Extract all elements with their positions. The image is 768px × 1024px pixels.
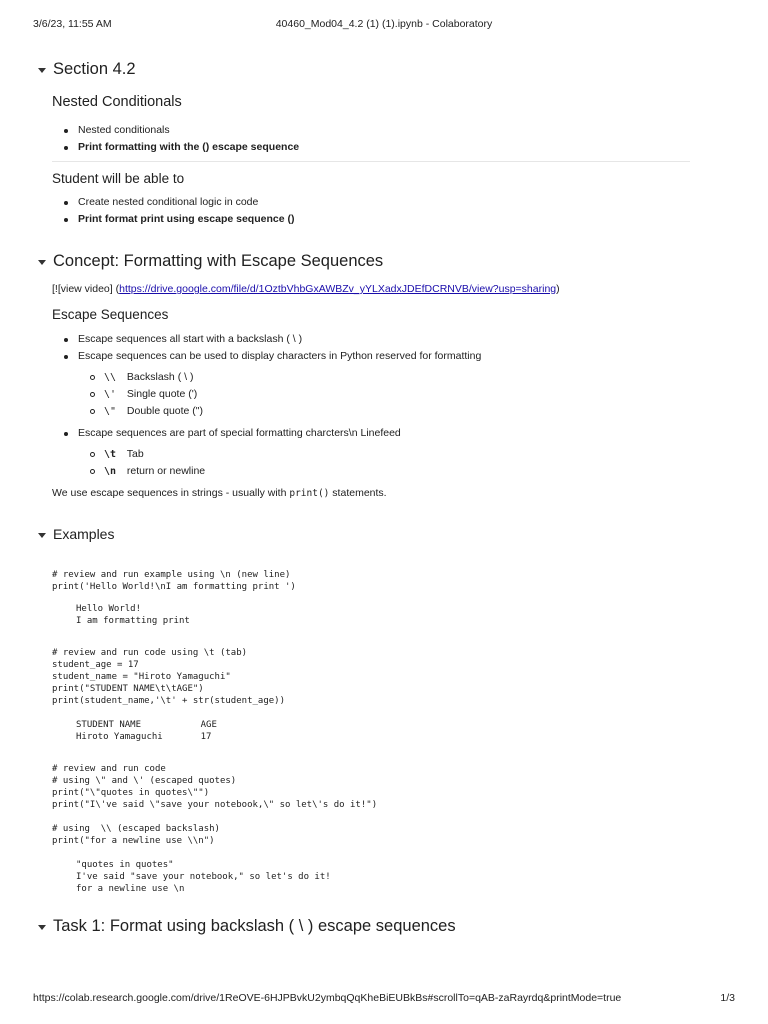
print-footer: [33, 992, 735, 1006]
list-item: Print formatting with the () escape sequence: [52, 139, 299, 156]
task1-section-header[interactable]: [38, 917, 456, 936]
reserved-chars-list: [52, 369, 203, 420]
usage-line: [52, 487, 387, 499]
escape-desc: Double quote ("): [126, 405, 204, 417]
cell-output-3: "quotes in quotes" I've said "save your notebook," so let's do it! for a newline use \n: [76, 860, 331, 894]
print-date: 3/6/23, 11:55 AM: [33, 18, 112, 30]
formatting-chars-list: [52, 446, 205, 480]
code-cell-3[interactable]: # review and run code # using \" and \' (escaped quotes) print("\"quotes in quotes\"") print("I\'ve said \"save your notebook,\" so let\'s do it!") # using \\ (escaped backslash) print("for a newline use \\n"): [52, 764, 378, 846]
formatting-bullet: [52, 425, 401, 442]
collapse-caret-icon[interactable]: [38, 260, 46, 265]
escape-desc: Single quote ('): [126, 388, 198, 400]
section-title: Section 4.2: [53, 60, 136, 78]
cell-output-2: STUDENT NAME AGE Hiroto Yamaguchi 17: [76, 720, 217, 742]
list-item: Escape sequences are part of special formatting charcters\n Linefeed: [52, 425, 401, 442]
divider: [52, 161, 690, 162]
code-cell-1[interactable]: # review and run example using \n (new line) print('Hello World!\nI am formatting print '): [52, 570, 296, 592]
escape-desc: Backslash ( \ ): [126, 371, 194, 383]
list-item: Nested conditionals: [52, 122, 299, 139]
section-title: Concept: Formatting with Escape Sequences: [53, 252, 384, 270]
usage-text: statements.: [329, 487, 387, 499]
collapse-caret-icon[interactable]: [38, 68, 46, 73]
list-item: Escape sequences can be used to display characters in Python reserved for formatting: [52, 348, 481, 365]
print-header: [33, 18, 735, 32]
section-title: Examples: [53, 526, 115, 542]
list-item: Print format print using escape sequence (): [52, 211, 294, 228]
topics-list: [52, 122, 299, 156]
print-title: 40460_Mod04_4.2 (1) (1).ipynb - Colaboratory: [275, 18, 493, 30]
concept-section-header[interactable]: [38, 252, 383, 271]
video-link[interactable]: https://drive.google.com/file/d/1OztbVhbGxAWBZv_yYLXadxJDEfDCRNVB/view?usp=sharing: [119, 283, 557, 295]
list-item: Escape sequences all start with a backslash ( \ ): [52, 331, 481, 348]
inline-code: print(): [289, 488, 330, 499]
list-item: Create nested conditional logic in code: [52, 194, 294, 211]
video-line: [52, 283, 560, 295]
video-prefix: [![view video] (: [52, 283, 120, 295]
print-url: https://colab.research.google.com/drive/1ReOVE-6HJPBvkU2ymbqQqKheBiEUBkBs#scrollTo=qAB-zaRayrdq&printMode=true: [33, 992, 622, 1004]
examples-section-header[interactable]: [38, 526, 114, 542]
escape-bullets: [52, 331, 481, 365]
usage-text: We use escape sequences in strings - usually with: [52, 487, 290, 499]
video-suffix: ): [556, 283, 560, 295]
escape-code: \": [104, 406, 117, 417]
escape-heading: Escape Sequences: [52, 307, 169, 322]
objectives-list: [52, 194, 294, 228]
escape-code: \t: [104, 449, 117, 460]
section-subtitle: Nested Conditionals: [52, 94, 182, 110]
escape-desc: return or newline: [126, 465, 206, 477]
escape-code: \\: [104, 372, 117, 383]
list-item: [52, 446, 205, 463]
list-item: [52, 403, 203, 420]
section-title: Task 1: Format using backslash ( \ ) escape sequences: [53, 917, 456, 935]
objectives-heading: Student will be able to: [52, 171, 185, 186]
cell-output-1: Hello World! I am formatting print: [76, 604, 190, 626]
collapse-caret-icon[interactable]: [38, 533, 46, 538]
section-4-2-header[interactable]: [38, 60, 136, 79]
collapse-caret-icon[interactable]: [38, 925, 46, 930]
list-item: [52, 463, 205, 480]
escape-desc: Tab: [126, 448, 144, 460]
list-item: [52, 386, 203, 403]
list-item: [52, 369, 203, 386]
escape-code: \n: [104, 466, 117, 477]
escape-code: \': [104, 389, 117, 400]
code-cell-2[interactable]: # review and run code using \t (tab) student_age = 17 student_name = "Hiroto Yamaguchi" print("STUDENT NAME\t\tAGE") print(student_name,'\t' + str(student_age)): [52, 648, 285, 706]
page-number: 1/3: [720, 992, 735, 1004]
